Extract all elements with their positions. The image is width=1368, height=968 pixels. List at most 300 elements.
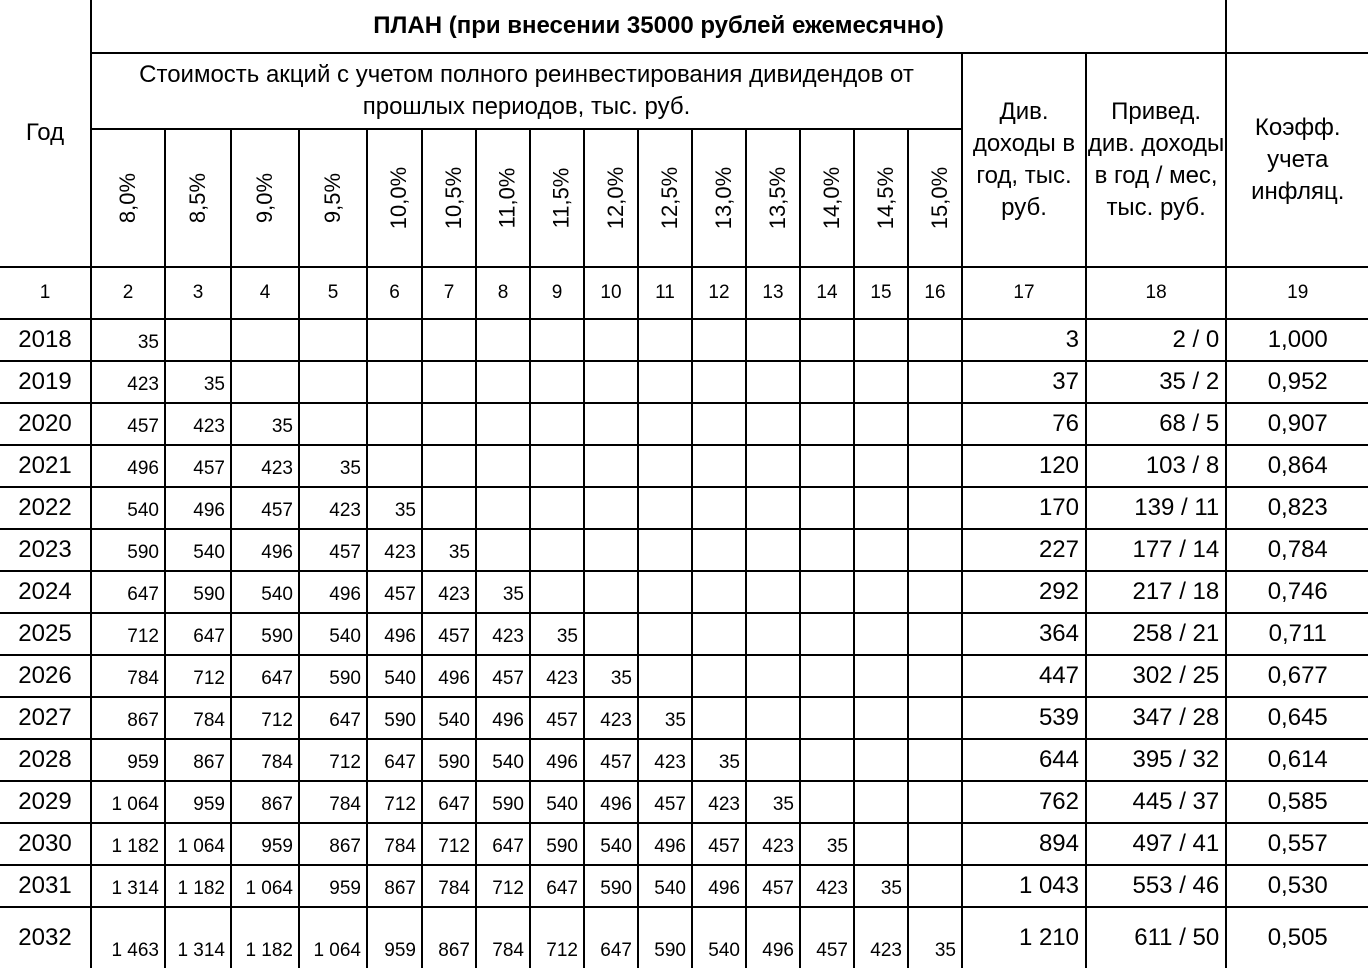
value-cell xyxy=(638,319,692,361)
value-cell xyxy=(584,319,638,361)
value-cell: 423 xyxy=(367,529,422,571)
rate-header xyxy=(299,129,367,267)
value-cell xyxy=(231,361,299,403)
value-cell: 1 182 xyxy=(231,907,299,968)
adjusted-div-cell: 395 / 32 xyxy=(1086,739,1226,781)
value-cell: 784 xyxy=(231,739,299,781)
rate-label: 14,5% xyxy=(873,166,899,230)
value-cell xyxy=(584,613,638,655)
table-row xyxy=(0,697,1368,739)
rate-label: 9,5% xyxy=(320,172,345,224)
value-cell xyxy=(854,655,908,697)
value-cell: 35 xyxy=(530,613,584,655)
adjusted-div-cell: 177 / 14 xyxy=(1086,529,1226,571)
column-numbers-row xyxy=(0,267,1368,319)
title-empty-cell xyxy=(1226,0,1368,53)
value-cell: 1 064 xyxy=(299,907,367,968)
value-cell: 647 xyxy=(91,571,165,613)
column-number: 5 xyxy=(299,267,367,319)
value-cell: 590 xyxy=(530,823,584,865)
value-cell xyxy=(908,571,962,613)
value-cell xyxy=(908,655,962,697)
div-income-cell: 76 xyxy=(962,403,1086,445)
value-cell xyxy=(638,613,692,655)
year-cell: 2030 xyxy=(0,823,91,865)
inflation-coef-cell: 0,557 xyxy=(1226,823,1368,865)
table-row xyxy=(0,865,1368,907)
adjusted-div-cell: 302 / 25 xyxy=(1086,655,1226,697)
value-cell xyxy=(692,445,746,487)
div-income-cell: 539 xyxy=(962,697,1086,739)
value-cell: 35 xyxy=(165,361,231,403)
rate-label: 11,5% xyxy=(548,167,574,229)
value-cell xyxy=(692,697,746,739)
value-cell xyxy=(530,403,584,445)
column-number: 12 xyxy=(692,267,746,319)
value-cell: 959 xyxy=(299,865,367,907)
value-cell: 540 xyxy=(231,571,299,613)
value-cell: 496 xyxy=(584,781,638,823)
div-income-cell: 762 xyxy=(962,781,1086,823)
value-cell: 35 xyxy=(638,697,692,739)
adjusted-div-header: Привед. див. доходы в год / мес, тыс. руб. xyxy=(1086,53,1226,267)
value-cell xyxy=(165,319,231,361)
inflation-coef-cell: 0,907 xyxy=(1226,403,1368,445)
value-cell xyxy=(367,319,422,361)
value-cell: 35 xyxy=(908,907,962,968)
value-cell xyxy=(476,319,530,361)
year-cell: 2023 xyxy=(0,529,91,571)
rate-label: 10,0% xyxy=(386,166,412,230)
adjusted-div-cell: 347 / 28 xyxy=(1086,697,1226,739)
adjusted-div-cell: 553 / 46 xyxy=(1086,865,1226,907)
value-cell: 590 xyxy=(91,529,165,571)
div-income-cell: 1 210 xyxy=(962,907,1086,968)
value-cell: 712 xyxy=(530,907,584,968)
table-row xyxy=(0,487,1368,529)
value-cell xyxy=(638,361,692,403)
adjusted-div-cell: 611 / 50 xyxy=(1086,907,1226,968)
value-cell: 867 xyxy=(231,781,299,823)
value-cell: 647 xyxy=(367,739,422,781)
value-cell: 35 xyxy=(299,445,367,487)
value-cell: 457 xyxy=(91,403,165,445)
value-cell: 647 xyxy=(231,655,299,697)
value-cell: 35 xyxy=(476,571,530,613)
value-cell xyxy=(908,697,962,739)
year-cell: 2029 xyxy=(0,781,91,823)
value-cell xyxy=(422,319,476,361)
value-cell xyxy=(530,529,584,571)
value-cell xyxy=(422,403,476,445)
value-cell xyxy=(746,319,800,361)
adjusted-div-cell: 35 / 2 xyxy=(1086,361,1226,403)
adjusted-div-cell: 497 / 41 xyxy=(1086,823,1226,865)
value-cell: 867 xyxy=(91,697,165,739)
value-cell: 867 xyxy=(299,823,367,865)
value-cell xyxy=(908,865,962,907)
value-cell: 540 xyxy=(584,823,638,865)
column-number: 7 xyxy=(422,267,476,319)
value-cell xyxy=(854,361,908,403)
inflation-coef-cell: 0,645 xyxy=(1226,697,1368,739)
value-cell: 35 xyxy=(692,739,746,781)
adjusted-div-cell: 68 / 5 xyxy=(1086,403,1226,445)
rate-label: 11,0% xyxy=(494,167,520,229)
value-cell: 590 xyxy=(299,655,367,697)
value-cell xyxy=(584,571,638,613)
value-cell: 959 xyxy=(91,739,165,781)
value-cell: 457 xyxy=(165,445,231,487)
year-cell: 2028 xyxy=(0,739,91,781)
value-cell xyxy=(299,319,367,361)
inflation-coef-cell: 0,530 xyxy=(1226,865,1368,907)
value-cell: 457 xyxy=(638,781,692,823)
value-cell xyxy=(854,739,908,781)
value-cell: 540 xyxy=(367,655,422,697)
value-cell: 1 064 xyxy=(91,781,165,823)
div-income-cell: 37 xyxy=(962,361,1086,403)
value-cell xyxy=(530,487,584,529)
value-cell: 1 463 xyxy=(91,907,165,968)
value-cell: 35 xyxy=(746,781,800,823)
value-cell xyxy=(746,487,800,529)
value-cell xyxy=(800,361,854,403)
value-cell: 590 xyxy=(584,865,638,907)
value-cell: 712 xyxy=(299,739,367,781)
value-cell xyxy=(908,823,962,865)
value-cell: 496 xyxy=(422,655,476,697)
value-cell xyxy=(908,529,962,571)
div-income-cell: 227 xyxy=(962,529,1086,571)
value-cell: 496 xyxy=(746,907,800,968)
column-number: 6 xyxy=(367,267,422,319)
value-cell: 712 xyxy=(91,613,165,655)
value-cell xyxy=(692,487,746,529)
value-cell xyxy=(231,319,299,361)
value-cell xyxy=(854,613,908,655)
value-cell xyxy=(422,487,476,529)
value-cell xyxy=(746,445,800,487)
value-cell: 496 xyxy=(692,865,746,907)
div-income-cell: 447 xyxy=(962,655,1086,697)
table-row xyxy=(0,781,1368,823)
column-number: 16 xyxy=(908,267,962,319)
value-cell: 423 xyxy=(854,907,908,968)
column-number: 19 xyxy=(1226,267,1368,319)
value-cell: 647 xyxy=(299,697,367,739)
value-cell: 35 xyxy=(584,655,638,697)
year-cell: 2025 xyxy=(0,613,91,655)
table-row xyxy=(0,403,1368,445)
rate-header xyxy=(476,129,530,267)
div-income-cell: 1 043 xyxy=(962,865,1086,907)
value-cell xyxy=(584,361,638,403)
value-cell xyxy=(422,445,476,487)
inflation-coef-cell: 0,864 xyxy=(1226,445,1368,487)
value-cell: 423 xyxy=(422,571,476,613)
value-cell: 590 xyxy=(476,781,530,823)
value-cell: 647 xyxy=(530,865,584,907)
table-row xyxy=(0,361,1368,403)
value-cell xyxy=(476,487,530,529)
div-income-cell: 894 xyxy=(962,823,1086,865)
value-cell xyxy=(422,361,476,403)
div-income-cell: 170 xyxy=(962,487,1086,529)
value-cell xyxy=(800,445,854,487)
value-cell: 496 xyxy=(91,445,165,487)
inflation-coef-cell: 0,677 xyxy=(1226,655,1368,697)
column-number: 18 xyxy=(1086,267,1226,319)
year-cell: 2020 xyxy=(0,403,91,445)
div-income-cell: 292 xyxy=(962,571,1086,613)
value-cell: 1 182 xyxy=(165,865,231,907)
value-cell: 784 xyxy=(91,655,165,697)
value-cell: 1 064 xyxy=(231,865,299,907)
value-cell xyxy=(692,571,746,613)
year-cell: 2031 xyxy=(0,865,91,907)
value-cell: 647 xyxy=(476,823,530,865)
value-cell xyxy=(692,403,746,445)
div-income-header: Див. доходы в год, тыс. руб. xyxy=(962,53,1086,267)
rate-label: 13,5% xyxy=(765,166,791,230)
value-cell xyxy=(367,403,422,445)
inflation-coef-cell: 1,000 xyxy=(1226,319,1368,361)
value-cell: 457 xyxy=(367,571,422,613)
value-cell xyxy=(854,529,908,571)
value-cell xyxy=(908,487,962,529)
value-cell: 35 xyxy=(422,529,476,571)
year-cell: 2018 xyxy=(0,319,91,361)
value-cell: 1 314 xyxy=(165,907,231,968)
rate-header xyxy=(854,129,908,267)
value-cell: 496 xyxy=(231,529,299,571)
div-income-cell: 120 xyxy=(962,445,1086,487)
value-cell xyxy=(854,571,908,613)
value-cell xyxy=(800,403,854,445)
table-body xyxy=(0,319,1368,968)
value-cell: 540 xyxy=(165,529,231,571)
value-cell xyxy=(692,319,746,361)
value-cell: 1 182 xyxy=(91,823,165,865)
year-cell: 2026 xyxy=(0,655,91,697)
value-cell: 712 xyxy=(367,781,422,823)
rate-label: 12,5% xyxy=(657,166,683,230)
table-row xyxy=(0,445,1368,487)
value-cell xyxy=(476,361,530,403)
value-cell: 496 xyxy=(476,697,530,739)
adjusted-div-cell: 258 / 21 xyxy=(1086,613,1226,655)
value-cell xyxy=(908,361,962,403)
value-cell: 35 xyxy=(800,823,854,865)
column-number: 9 xyxy=(530,267,584,319)
adjusted-div-cell: 2 / 0 xyxy=(1086,319,1226,361)
value-cell: 784 xyxy=(299,781,367,823)
value-cell: 540 xyxy=(476,739,530,781)
value-cell xyxy=(746,529,800,571)
value-cell xyxy=(800,697,854,739)
rate-header xyxy=(746,129,800,267)
rate-header xyxy=(165,129,231,267)
value-cell xyxy=(638,655,692,697)
value-cell xyxy=(800,655,854,697)
value-cell xyxy=(530,445,584,487)
value-cell xyxy=(692,361,746,403)
value-cell xyxy=(908,739,962,781)
value-cell: 457 xyxy=(800,907,854,968)
value-cell xyxy=(367,361,422,403)
value-cell: 540 xyxy=(638,865,692,907)
rate-header xyxy=(908,129,962,267)
value-cell xyxy=(854,319,908,361)
value-cell xyxy=(530,571,584,613)
value-cell: 457 xyxy=(692,823,746,865)
column-number: 3 xyxy=(165,267,231,319)
value-cell xyxy=(638,403,692,445)
value-cell: 423 xyxy=(91,361,165,403)
rate-label: 8,0% xyxy=(115,172,140,224)
column-number: 11 xyxy=(638,267,692,319)
value-cell: 590 xyxy=(231,613,299,655)
year-cell: 2024 xyxy=(0,571,91,613)
value-cell xyxy=(476,445,530,487)
year-cell: 2027 xyxy=(0,697,91,739)
value-group-header: Стоимость акций с учетом полного реинвестирования дивидендов от прошлых периодов, тыс. руб. xyxy=(91,53,962,129)
div-income-cell: 644 xyxy=(962,739,1086,781)
value-cell xyxy=(800,319,854,361)
adjusted-div-cell: 217 / 18 xyxy=(1086,571,1226,613)
adjusted-div-cell: 445 / 37 xyxy=(1086,781,1226,823)
inflation-coef-cell: 0,614 xyxy=(1226,739,1368,781)
inflation-coef-cell: 0,746 xyxy=(1226,571,1368,613)
value-cell xyxy=(800,613,854,655)
value-cell xyxy=(908,613,962,655)
value-cell xyxy=(530,361,584,403)
inflation-coef-header: Коэфф. учета инфляц. xyxy=(1226,53,1368,267)
value-cell: 1 314 xyxy=(91,865,165,907)
value-cell: 496 xyxy=(638,823,692,865)
value-cell xyxy=(854,445,908,487)
value-cell xyxy=(908,445,962,487)
rate-header xyxy=(692,129,746,267)
table-row xyxy=(0,571,1368,613)
value-cell xyxy=(800,571,854,613)
value-cell xyxy=(854,697,908,739)
value-cell: 457 xyxy=(746,865,800,907)
value-cell xyxy=(367,445,422,487)
value-cell: 784 xyxy=(422,865,476,907)
value-cell xyxy=(854,823,908,865)
value-cell: 712 xyxy=(231,697,299,739)
value-cell xyxy=(908,403,962,445)
column-number: 17 xyxy=(962,267,1086,319)
rate-label: 15,0% xyxy=(927,166,953,230)
value-cell: 423 xyxy=(231,445,299,487)
value-cell: 423 xyxy=(299,487,367,529)
value-cell: 457 xyxy=(299,529,367,571)
value-cell: 423 xyxy=(165,403,231,445)
value-cell: 540 xyxy=(299,613,367,655)
value-cell: 590 xyxy=(165,571,231,613)
value-cell: 423 xyxy=(692,781,746,823)
rate-header xyxy=(91,129,165,267)
value-cell: 496 xyxy=(165,487,231,529)
value-cell: 647 xyxy=(584,907,638,968)
value-cell xyxy=(746,655,800,697)
value-cell: 590 xyxy=(367,697,422,739)
value-cell: 712 xyxy=(422,823,476,865)
value-cell: 496 xyxy=(367,613,422,655)
rate-label: 13,0% xyxy=(711,166,737,230)
column-number: 14 xyxy=(800,267,854,319)
value-cell xyxy=(584,487,638,529)
value-cell: 35 xyxy=(367,487,422,529)
value-cell: 457 xyxy=(422,613,476,655)
rate-header xyxy=(231,129,299,267)
value-cell xyxy=(908,319,962,361)
value-cell xyxy=(638,529,692,571)
inflation-coef-cell: 0,952 xyxy=(1226,361,1368,403)
value-cell: 712 xyxy=(476,865,530,907)
inflation-coef-cell: 0,585 xyxy=(1226,781,1368,823)
value-cell xyxy=(638,571,692,613)
value-cell xyxy=(638,445,692,487)
year-cell: 2021 xyxy=(0,445,91,487)
value-cell xyxy=(584,403,638,445)
rate-header xyxy=(367,129,422,267)
table-title: ПЛАН (при внесении 35000 рублей ежемесячно) xyxy=(91,0,1226,53)
table-row xyxy=(0,823,1368,865)
column-number: 15 xyxy=(854,267,908,319)
value-cell xyxy=(476,529,530,571)
value-cell xyxy=(584,529,638,571)
value-cell xyxy=(854,781,908,823)
adjusted-div-cell: 103 / 8 xyxy=(1086,445,1226,487)
rate-header xyxy=(638,129,692,267)
column-number: 13 xyxy=(746,267,800,319)
inflation-coef-cell: 0,823 xyxy=(1226,487,1368,529)
value-cell: 423 xyxy=(476,613,530,655)
value-cell xyxy=(692,655,746,697)
value-cell xyxy=(854,487,908,529)
value-cell: 590 xyxy=(422,739,476,781)
rate-header xyxy=(584,129,638,267)
value-cell: 540 xyxy=(91,487,165,529)
value-cell: 423 xyxy=(800,865,854,907)
value-cell xyxy=(746,403,800,445)
value-cell: 867 xyxy=(165,739,231,781)
value-cell: 540 xyxy=(692,907,746,968)
value-cell: 423 xyxy=(638,739,692,781)
inflation-coef-cell: 0,711 xyxy=(1226,613,1368,655)
value-cell: 712 xyxy=(165,655,231,697)
rate-header xyxy=(422,129,476,267)
column-number: 2 xyxy=(91,267,165,319)
value-cell: 540 xyxy=(530,781,584,823)
value-cell: 959 xyxy=(165,781,231,823)
value-cell: 647 xyxy=(422,781,476,823)
value-cell: 784 xyxy=(476,907,530,968)
value-cell: 35 xyxy=(231,403,299,445)
table-row xyxy=(0,529,1368,571)
table-row xyxy=(0,613,1368,655)
year-cell: 2022 xyxy=(0,487,91,529)
table-row xyxy=(0,907,1368,968)
value-cell xyxy=(746,697,800,739)
value-cell xyxy=(854,403,908,445)
rate-label: 9,0% xyxy=(252,172,277,224)
value-cell xyxy=(800,739,854,781)
